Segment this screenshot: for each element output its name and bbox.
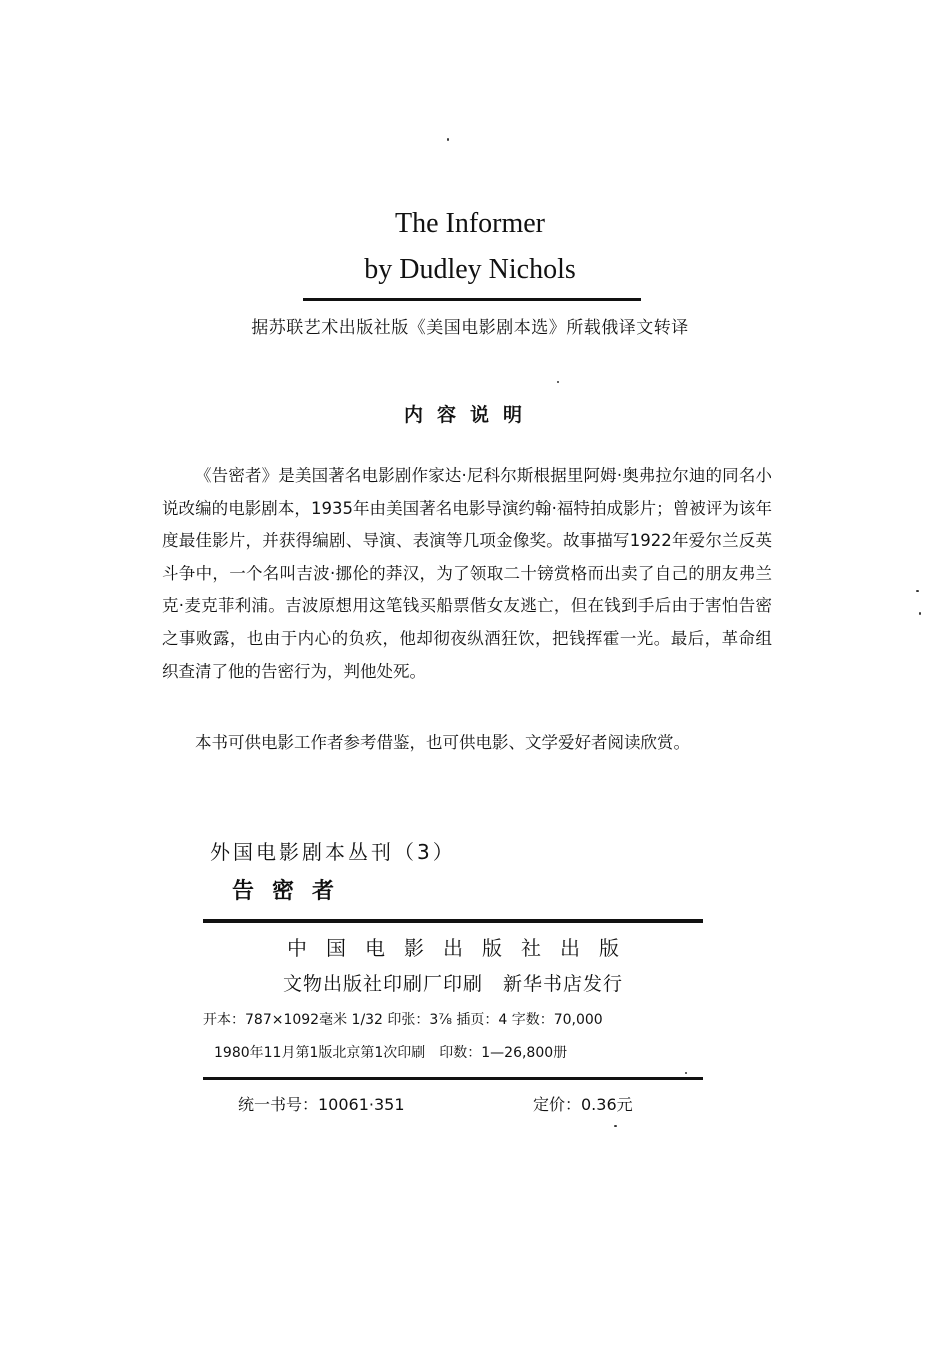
translation-source-note: 据苏联艺术出版社版《美国电影剧本选》所载俄译文转译 [251,318,689,338]
publisher-line: 中国电影出版社出版 [287,936,638,960]
price: 定价：0.36元 [533,1095,633,1114]
summary-paragraph: 《告密者》是美国著名电影剧作家达·尼科尔斯根据里阿姆·奥弗拉尔迪的同名小说改编的电影剧本，1935年由美国著名电影导演约翰·福特拍成影片；曾被评为该年度最佳影片，并获得编剧、导演、表演等几项金像奖。故事描写1922年爱尔兰反英斗争中，一个名叫吉波·挪伦的莽汉，为了领取二十镑赏格而出卖了自己的朋友弗兰克·麦克菲利浦。吉波原想用这笔钱买船票偕女友逃亡，但在钱到手后由于害怕告密之事败露，也由于内心的负疚，他却彻夜纵酒狂饮，把钱挥霍一光。最后，革命组织查清了他的告密行为，判他处死。 [162,466,772,681]
title-divider [303,298,641,301]
scan-speck [614,1125,617,1127]
scan-speck [916,590,919,592]
book-title: 告密者 [232,879,353,904]
book-number: 统一书号：10061·351 [238,1095,405,1114]
colophon-top-rule [203,919,703,923]
scan-speck [557,381,559,383]
summary-heading: 内容说明 [403,404,536,426]
printer-distributor-line: 文物出版社印刷厂印刷 新华书店发行 [282,973,623,995]
scan-speck [919,612,921,615]
english-author-line: by Dudley Nichols [364,254,576,285]
format-spec-line: 开本：787×1092毫米 1/32 印张：3⅞ 插页：4 字数：70,000 [203,1012,603,1028]
series-title: 外国电影剧本丛刊（3） [210,840,456,864]
scan-speck [447,138,449,141]
edition-line: 1980年11月第1版北京第1次印刷 印数：1—26,800册 [214,1045,568,1061]
scan-speck [685,1072,687,1074]
english-title: The Informer [394,208,546,239]
colophon-bottom-rule [203,1077,703,1080]
summary-paragraph: 本书可供电影工作者参考借鉴，也可供电影、文学爱好者阅读欣赏。 [195,733,690,752]
